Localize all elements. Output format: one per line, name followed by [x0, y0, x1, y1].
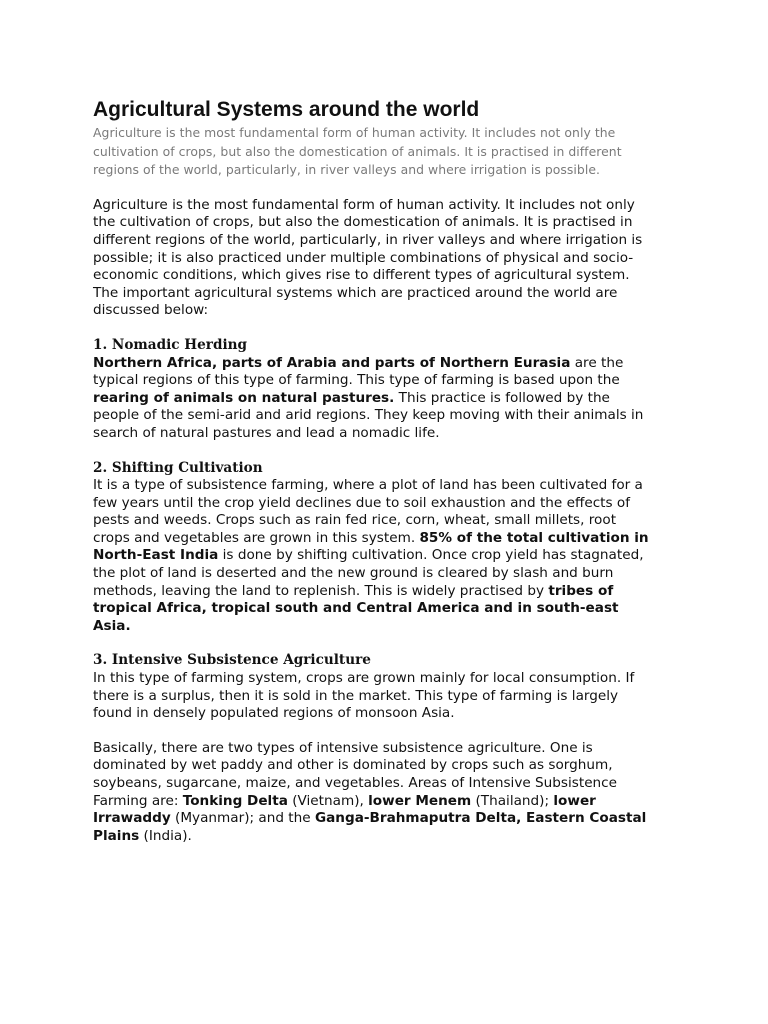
section-heading: 3. Intensive Subsistence Agriculture: [93, 652, 371, 669]
bold-phrase: rearing of animals on natural pastures.: [93, 389, 395, 406]
text-run: (Myanmar); and the: [170, 810, 315, 827]
document-title: Agricultural Systems around the world: [93, 98, 480, 121]
intro-paragraph: Agriculture is the most fundamental form of human activity. It includes not only the cultivation of crops, but also the domestication of animals. It is practised in different regions of the world, particularly, in river valleys and where irrigation is possible; it is also practiced under multiple combinations of physical and socio-economic conditions, which gives rise to different types of agricultural system. The important agricultural systems which are practiced around the world are discussed below:: [93, 196, 643, 319]
section-nomadic-herding: [93, 337, 653, 443]
bold-phrase: 85% of the total cultivation in North-East India: [93, 529, 649, 564]
section-heading: 2. Shifting Cultivation: [93, 459, 263, 476]
text-run: This practice is followed by the people of the semi-arid and arid regions. They keep moving with their animals in search of natural pastures and lead a nomadic life.: [93, 389, 644, 441]
section-paragraph: [93, 740, 653, 846]
section-paragraph: In this type of farming system, crops are grown mainly for local consumption. If there is a surplus, then it is sold in the market. This type of farming is largely found in densely populated regions of monsoon Asia.: [93, 670, 635, 722]
bold-phrase: Ganga-Brahmaputra Delta, Eastern Coastal Plains: [93, 810, 647, 844]
text-run: (Thailand);: [471, 792, 554, 809]
bold-phrase: Northern Africa, parts of Arabia and parts of Northern Eurasia: [93, 354, 571, 371]
bold-phrase: lower Menem: [368, 792, 472, 809]
section-heading: 1. Nomadic Herding: [93, 336, 247, 353]
bold-phrase: lower Irrawaddy: [93, 792, 596, 827]
text-run: (India).: [139, 827, 192, 844]
section-intensive-subsistence: [93, 652, 653, 845]
text-run: (Vietnam),: [287, 792, 369, 809]
document-subtitle: Agriculture is the most fundamental form of human activity. It includes not only the cultivation of crops, but also the domestication of animals. It is practised in different regions of the world, particularly, in river valleys and where irrigation is possible.: [93, 125, 622, 178]
section-shifting-cultivation: [93, 460, 653, 636]
text-run: is done by shifting cultivation. Once crop yield has stagnated, the plot of land is deserted and the new ground is cleared by slash and burn methods, leaving the land to replenish. This is widely practised by: [93, 547, 644, 599]
bold-phrase: Tonking Delta: [182, 792, 288, 809]
text-run: It is a type of subsistence farming, where a plot of land has been cultivated for a few years until the crop yield declines due to soil exhaustion and the effects of pests and weeds. Crops such as rain fed rice, corn, wheat, small millets, root crops and vegetables are grown in this system.: [93, 477, 643, 546]
bold-phrase: tribes of tropical Africa, tropical south and Central America and in south-east Asia.: [93, 582, 619, 634]
text-run: Basically, there are two types of intensive subsistence agriculture. One is dominated by wet paddy and other is dominated by crops such as sorghum, soybeans, sugarcane, maize, and vegetables. Areas of Intensive Subsistence Farming are:: [93, 739, 618, 809]
document-page: [93, 97, 653, 845]
text-run: are the typical regions of this type of farming. This type of farming is based upon the: [93, 354, 624, 389]
section-paragraph: [93, 355, 653, 443]
section-paragraph: [93, 477, 653, 635]
